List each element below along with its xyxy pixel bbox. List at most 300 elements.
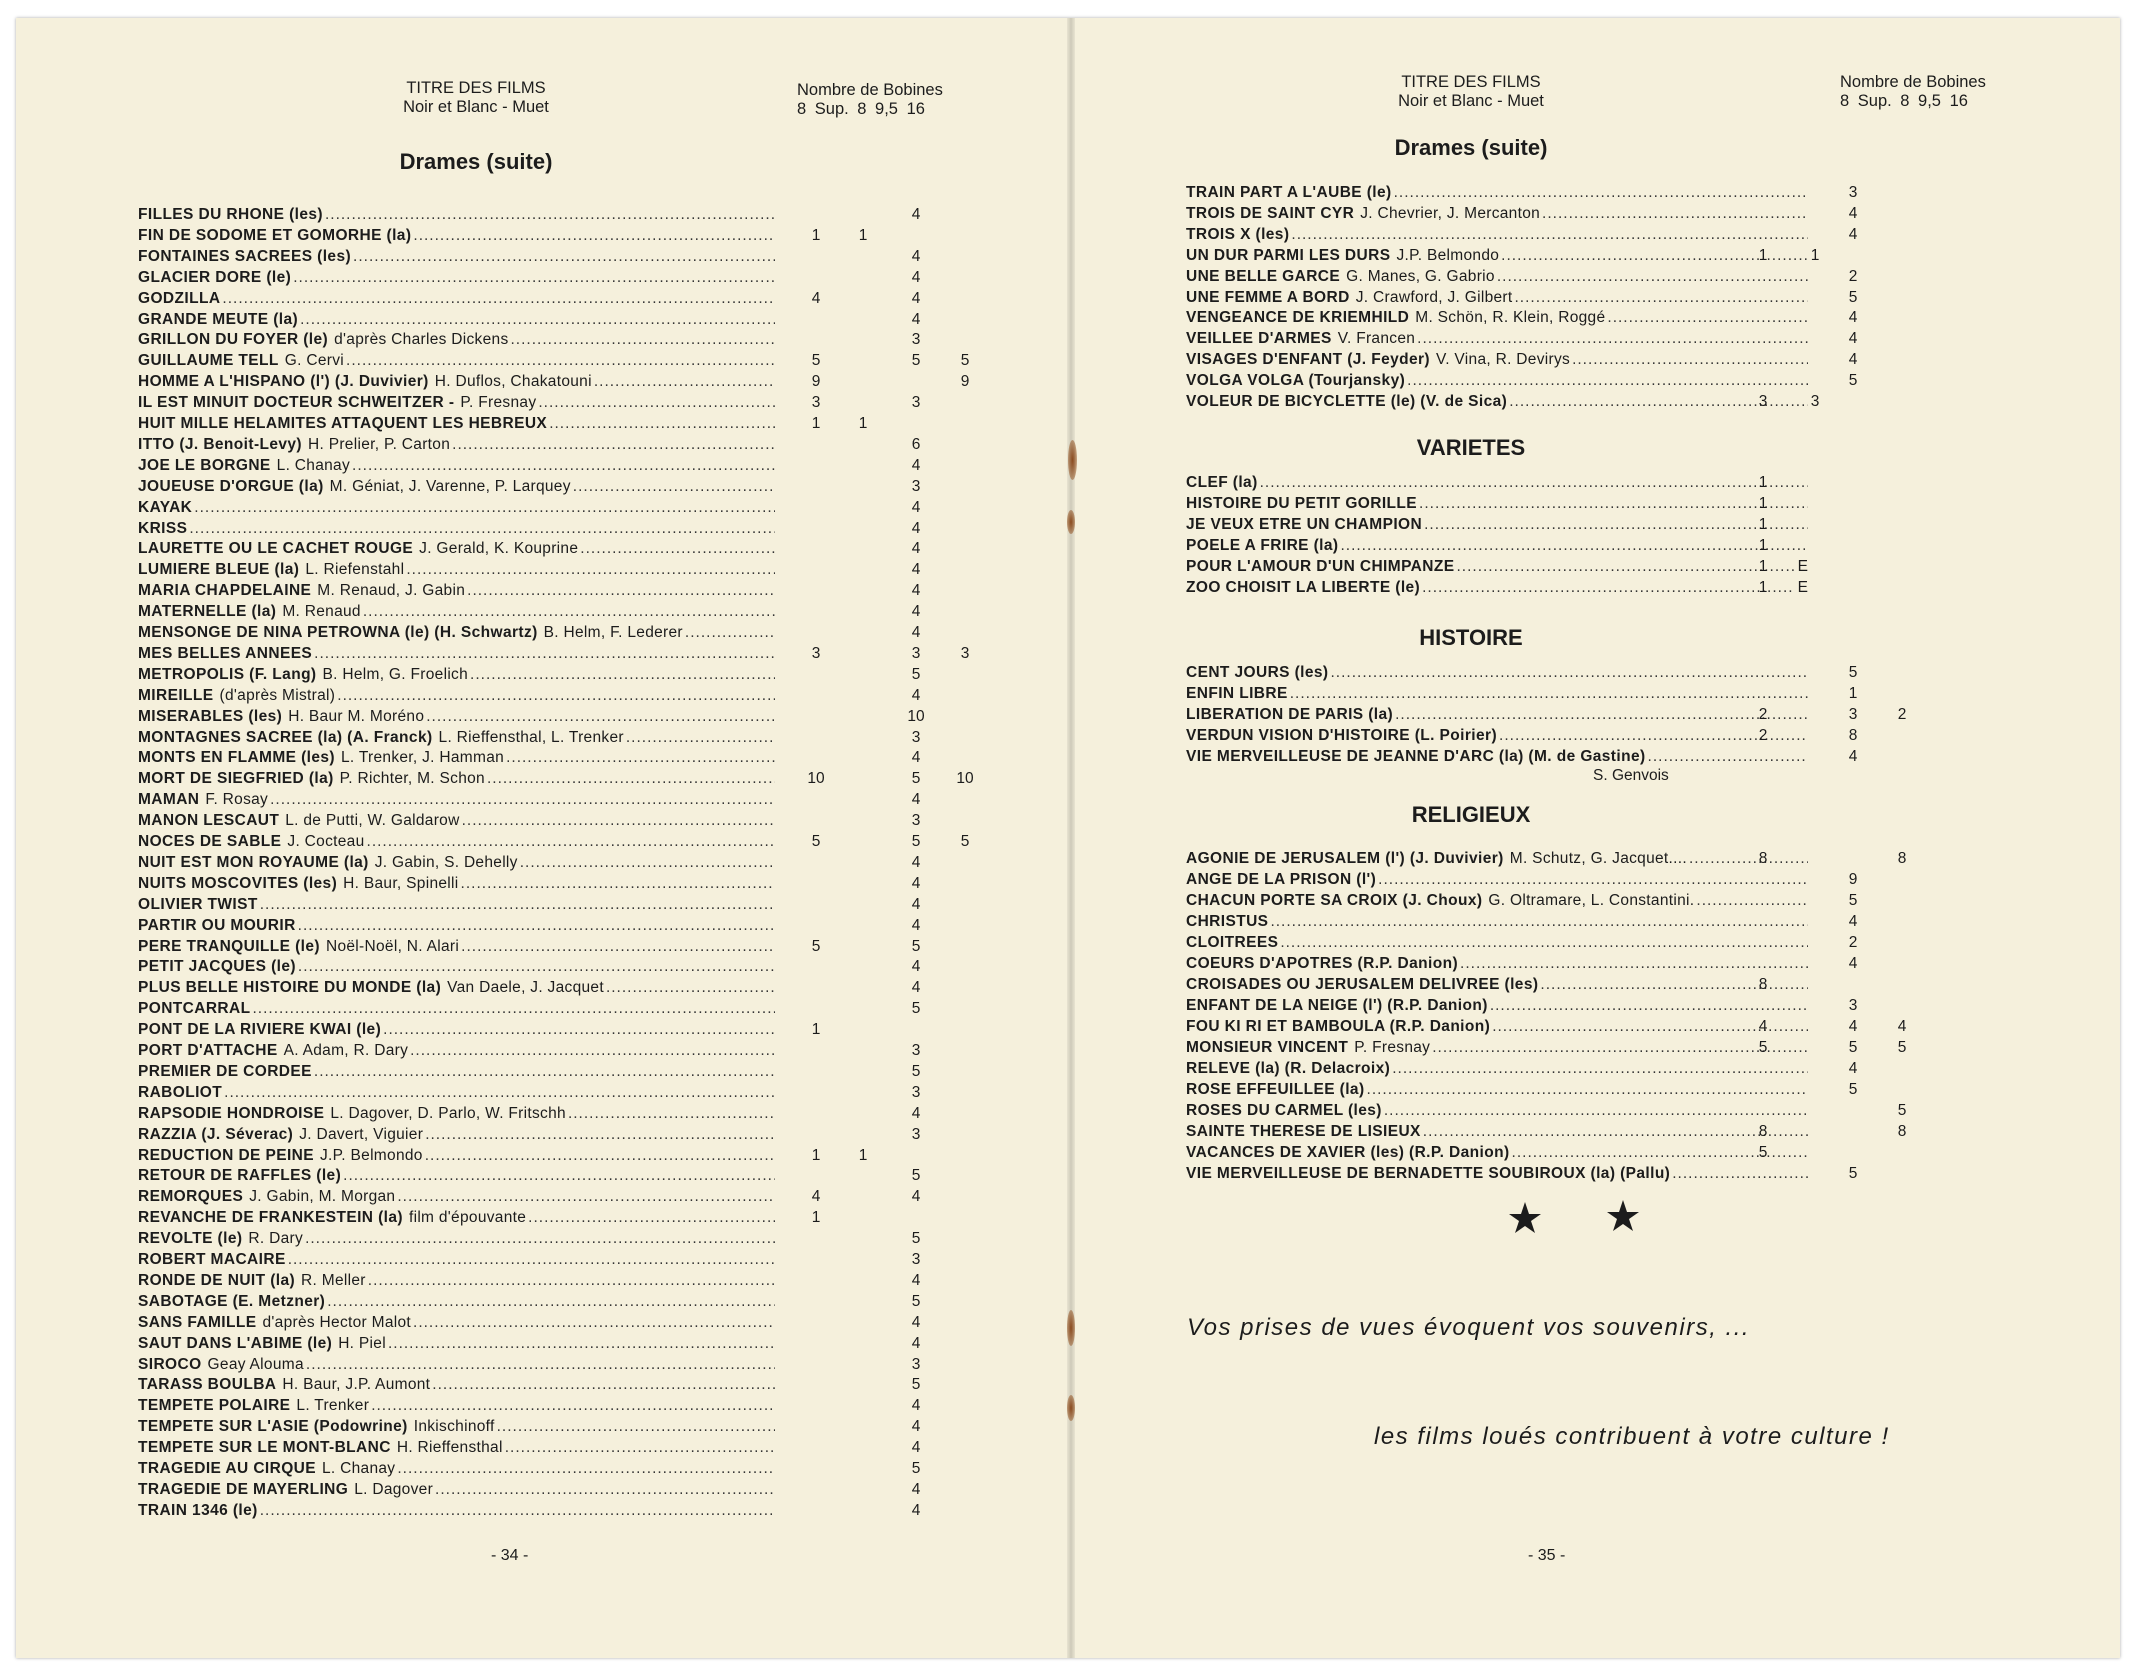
film-entry bbox=[138, 790, 983, 810]
film-credits: (d'après Mistral) bbox=[219, 686, 336, 704]
film-title: MARIA CHAPDELAINE bbox=[138, 582, 312, 600]
leader-dots bbox=[452, 435, 775, 455]
film-title: KAYAK bbox=[138, 498, 193, 516]
film-credits: d'après Hector Malot bbox=[262, 1313, 412, 1331]
film-title: JOUEUSE D'ORGUE (la) bbox=[138, 477, 324, 495]
film-credits: J.P. Belmondo bbox=[320, 1146, 423, 1164]
leader-dots bbox=[1340, 536, 1808, 556]
film-credits: V. Francen bbox=[1337, 330, 1416, 348]
reel-count: 5 bbox=[1848, 288, 1858, 306]
reel-count: 4 bbox=[1758, 1018, 1768, 1035]
film-entry bbox=[1186, 747, 1920, 767]
film-credits: J. Chevrier, J. Mercanton bbox=[1360, 204, 1541, 222]
left-section-title: Drames (suite) bbox=[399, 149, 553, 174]
reel-count: 3 bbox=[911, 1125, 921, 1143]
leader-dots bbox=[467, 581, 775, 601]
left-header-title: TITRE DES FILMS Noir et Blanc - Muet bbox=[403, 79, 549, 116]
reel-count: 2 bbox=[1848, 267, 1858, 285]
film-credits: P. Fresnay bbox=[1354, 1039, 1431, 1056]
leader-dots bbox=[1514, 288, 1808, 308]
film-entry bbox=[1186, 288, 1920, 308]
reel-count: 8 bbox=[1897, 850, 1907, 867]
film-credits: H. Baur, Spinelli bbox=[343, 874, 459, 892]
film-flag: E bbox=[1797, 579, 1808, 596]
reel-count: 4 bbox=[911, 289, 921, 307]
film-entry bbox=[138, 393, 983, 413]
leader-dots bbox=[383, 1020, 775, 1040]
leader-dots bbox=[1394, 183, 1808, 203]
leader-dots bbox=[425, 1125, 775, 1145]
right-film-list bbox=[1071, 18, 2120, 1658]
film-entry bbox=[138, 895, 983, 915]
leader-dots bbox=[397, 1187, 775, 1207]
leader-dots bbox=[462, 811, 775, 831]
film-entry bbox=[138, 1250, 983, 1270]
leader-dots bbox=[432, 1375, 775, 1395]
reel-count: 5 bbox=[1848, 1039, 1858, 1056]
film-title: NOCES DE SABLE bbox=[138, 833, 282, 850]
slogan-line-2: les films loués contribuent à votre culture ! bbox=[1374, 1423, 1890, 1450]
film-title: COEURS D'APOTRES (R.P. Danion) bbox=[1186, 955, 1459, 972]
film-entry bbox=[138, 330, 983, 350]
reel-count: 5 bbox=[1897, 1039, 1907, 1056]
slogan-line-1: Vos prises de vues évoquent vos souvenirs, ... bbox=[1187, 1314, 1751, 1341]
leader-dots bbox=[314, 644, 775, 664]
film-title: FOU KI RI ET BAMBOULA (R.P. Danion) bbox=[1186, 1018, 1491, 1035]
film-entry bbox=[1186, 183, 1920, 203]
reel-count: 2 bbox=[1848, 934, 1858, 951]
film-entry bbox=[138, 874, 983, 894]
film-title: NUIT EST MON ROYAUME (la) bbox=[138, 853, 369, 871]
reel-count: 5 bbox=[911, 1000, 921, 1018]
film-title: VACANCES DE XAVIER (les) (R.P. Danion) bbox=[1186, 1144, 1510, 1161]
leader-dots bbox=[293, 268, 775, 288]
reel-count: 4 bbox=[911, 603, 921, 621]
leader-dots bbox=[253, 999, 776, 1019]
page-35 bbox=[1071, 18, 2120, 1658]
reel-count: 5 bbox=[1848, 372, 1858, 390]
film-credits: Geay Alouma bbox=[207, 1355, 304, 1373]
film-credits: P. Richter, M. Schon bbox=[339, 770, 485, 788]
film-credits: A. Adam, R. Dary bbox=[283, 1042, 409, 1059]
reel-count: 4 bbox=[811, 289, 821, 307]
leader-dots bbox=[300, 310, 775, 330]
leader-dots bbox=[511, 330, 776, 350]
film-entry bbox=[138, 707, 983, 727]
leader-dots bbox=[1392, 1059, 1808, 1079]
film-credits: F. Rosay bbox=[205, 791, 269, 809]
film-title: UNE FEMME A BORD bbox=[1186, 288, 1350, 306]
film-title: REVANCHE DE FRANKESTEIN (la) bbox=[138, 1209, 403, 1227]
reel-count: 2 bbox=[1897, 706, 1907, 723]
film-title: RAZZIA (J. Séverac) bbox=[138, 1125, 294, 1143]
film-entry bbox=[1186, 849, 1920, 869]
reel-count: 4 bbox=[911, 561, 921, 579]
film-entry bbox=[138, 1313, 983, 1333]
reel-count: 1 bbox=[811, 226, 821, 244]
film-entry bbox=[138, 916, 983, 936]
film-credits: J. Cocteau bbox=[287, 833, 365, 850]
leader-dots bbox=[305, 1229, 775, 1249]
film-title: MATERNELLE (la) bbox=[138, 603, 277, 621]
film-title: JE VEUX ETRE UN CHAMPION bbox=[1186, 516, 1423, 533]
film-title: SIROCO bbox=[138, 1355, 202, 1373]
film-title: PORT D'ATTACHE bbox=[138, 1042, 278, 1059]
film-title: TRAGEDIE AU CIRQUE bbox=[138, 1460, 316, 1477]
film-credits: d'après Charles Dickens bbox=[334, 331, 509, 349]
film-title: GODZILLA bbox=[138, 289, 221, 307]
film-entry bbox=[138, 372, 983, 392]
film-credits: L. Chanay bbox=[276, 456, 351, 474]
leader-dots bbox=[314, 1062, 775, 1082]
film-title: VIE MERVEILLEUSE DE BERNADETTE SOUBIROUX (la) (Pallu) bbox=[1186, 1165, 1671, 1182]
film-entry bbox=[138, 477, 983, 497]
film-title: MISERABLES (les) bbox=[138, 707, 283, 725]
film-credits: L. Rieffensthal, L. Trenker bbox=[438, 728, 624, 746]
film-entry bbox=[138, 1166, 983, 1186]
film-credits: Van Daele, J. Jacquet bbox=[447, 979, 604, 997]
reel-count: 5 bbox=[911, 833, 921, 850]
film-credits: J. Crawford, J. Gilbert bbox=[1355, 288, 1513, 306]
leader-dots bbox=[425, 1146, 775, 1166]
reel-count: 1 bbox=[811, 1146, 821, 1164]
film-title: SAUT DANS L'ABIME (le) bbox=[138, 1334, 333, 1352]
film-title: TRAGEDIE DE MAYERLING bbox=[138, 1480, 349, 1498]
reel-count: 4 bbox=[1848, 330, 1858, 348]
leader-dots bbox=[1542, 204, 1808, 224]
leader-dots bbox=[1417, 329, 1808, 349]
reel-count: 4 bbox=[911, 686, 921, 704]
film-entry bbox=[138, 937, 983, 957]
leader-dots bbox=[410, 1041, 775, 1061]
reel-count: 4 bbox=[911, 1271, 921, 1289]
film-title: PERE TRANQUILLE (le) bbox=[138, 937, 320, 955]
film-title: GUILLAUME TELL bbox=[138, 352, 279, 370]
film-title: RAPSODIE HONDROISE bbox=[138, 1104, 325, 1122]
film-entry bbox=[138, 560, 983, 580]
film-entry bbox=[138, 310, 983, 330]
film-title: CLOITREES bbox=[1186, 934, 1279, 951]
film-title: ANGE DE LA PRISON (l') bbox=[1186, 871, 1377, 888]
film-entry bbox=[138, 665, 983, 685]
leader-dots bbox=[194, 498, 775, 518]
film-entry bbox=[138, 1146, 983, 1166]
film-credits: P. Fresnay bbox=[460, 394, 537, 412]
film-title: CENT JOURS (les) bbox=[1186, 664, 1329, 681]
film-entry bbox=[138, 268, 983, 288]
reel-count: 1 bbox=[858, 1146, 868, 1164]
reel-count: 8 bbox=[1758, 976, 1768, 993]
film-entry bbox=[138, 602, 983, 622]
film-title: VIE MERVEILLEUSE DE JEANNE D'ARC (la) (M. de Gastine) bbox=[1186, 748, 1646, 765]
film-entry bbox=[1186, 204, 1920, 224]
film-entry bbox=[1186, 515, 1920, 535]
reel-count: 5 bbox=[911, 1460, 921, 1477]
page-34 bbox=[16, 18, 1071, 1658]
film-title: ENFANT DE LA NEIGE (l') (R.P. Danion) bbox=[1186, 997, 1488, 1014]
film-credits: H. Duflos, Chakatouni bbox=[434, 373, 592, 391]
film-entry bbox=[138, 978, 983, 998]
film-entry bbox=[1186, 536, 1920, 556]
right-section-religieux: RELIGIEUX bbox=[1411, 802, 1531, 827]
reel-count: 3 bbox=[911, 331, 921, 349]
film-entry bbox=[1186, 975, 1920, 995]
reel-count: 1 bbox=[811, 1209, 821, 1227]
film-entry bbox=[138, 351, 983, 371]
leader-dots bbox=[1696, 891, 1808, 911]
film-title: TARASS BOULBA bbox=[138, 1376, 277, 1394]
film-credits: Noël-Noël, N. Alari bbox=[325, 937, 460, 955]
leader-dots bbox=[1384, 1101, 1808, 1121]
right-header-bobines: Nombre de Bobines 8 Sup. 8 9,5 16 bbox=[1840, 73, 1986, 110]
film-entry bbox=[138, 289, 983, 309]
film-entry bbox=[138, 957, 983, 977]
film-entry bbox=[1186, 225, 1920, 245]
film-title: VOLEUR DE BICYCLETTE (le) (V. de Sica) bbox=[1186, 393, 1508, 410]
film-entry bbox=[1186, 663, 1920, 683]
film-entry bbox=[138, 1459, 983, 1479]
film-entry bbox=[1186, 267, 1920, 287]
leader-dots bbox=[1395, 705, 1808, 725]
reel-count: 6 bbox=[911, 435, 921, 453]
reel-count: 4 bbox=[1848, 225, 1858, 243]
reel-count: 4 bbox=[911, 791, 921, 809]
reel-count: 10 bbox=[907, 707, 925, 725]
reel-count: 9 bbox=[1848, 871, 1858, 888]
film-title: POELE A FRIRE (la) bbox=[1186, 537, 1339, 554]
reel-count: 4 bbox=[911, 1439, 921, 1457]
reel-count: 8 bbox=[1758, 850, 1768, 867]
film-entry bbox=[1186, 350, 1920, 370]
film-title: TEMPETE SUR LE MONT-BLANC bbox=[138, 1439, 391, 1457]
film-entry bbox=[138, 769, 983, 789]
leader-dots bbox=[325, 205, 775, 225]
film-credits: M. Renaud bbox=[282, 603, 361, 621]
reel-count: 5 bbox=[1848, 664, 1858, 681]
leader-dots bbox=[327, 1292, 775, 1312]
film-credits: J. Gabin, M. Morgan bbox=[249, 1188, 396, 1206]
leader-dots bbox=[426, 707, 775, 727]
reel-count: 1 bbox=[811, 1021, 821, 1039]
film-entry bbox=[1186, 1059, 1920, 1079]
film-title: MORT DE SIEGFRIED (la) bbox=[138, 770, 334, 788]
film-entry bbox=[138, 1438, 983, 1458]
leader-dots bbox=[224, 1083, 775, 1103]
film-entry bbox=[138, 811, 983, 831]
film-title: AGONIE DE JERUSALEM (l') (J. Duvivier) bbox=[1186, 850, 1504, 867]
film-credits: L. Riefenstahl bbox=[305, 561, 405, 579]
film-title: UNE BELLE GARCE bbox=[1186, 267, 1341, 285]
leader-dots bbox=[1280, 933, 1808, 953]
film-credits: M. Géniat, J. Varenne, P. Larquey bbox=[329, 477, 571, 495]
film-entry bbox=[138, 581, 983, 601]
film-title: HISTOIRE DU PETIT GORILLE bbox=[1186, 495, 1418, 512]
film-entry bbox=[138, 414, 983, 434]
film-title: FIN DE SODOME ET GOMORHE (la) bbox=[138, 226, 412, 244]
film-credits: J. Davert, Viguier bbox=[299, 1125, 424, 1143]
reel-count: 3 bbox=[911, 477, 921, 495]
reel-count: 4 bbox=[1848, 351, 1858, 369]
film-title: UN DUR PARMI LES DURS bbox=[1186, 246, 1391, 264]
film-title: REMORQUES bbox=[138, 1188, 244, 1206]
reel-count: 4 bbox=[1848, 1060, 1858, 1077]
film-title: SAINTE THERESE DE LISIEUX bbox=[1186, 1123, 1421, 1140]
film-title: JOE LE BORGNE bbox=[138, 456, 271, 474]
reel-count: 4 bbox=[911, 310, 921, 328]
film-entry bbox=[138, 539, 983, 559]
film-title: ENFIN LIBRE bbox=[1186, 685, 1288, 702]
reel-count: 5 bbox=[960, 833, 970, 850]
reel-count: 4 bbox=[911, 1313, 921, 1331]
film-entry bbox=[1186, 308, 1920, 328]
reel-count: 3 bbox=[811, 394, 821, 412]
film-entry bbox=[138, 1062, 983, 1082]
reel-count: 5 bbox=[811, 352, 821, 370]
leader-dots bbox=[346, 351, 775, 371]
reel-count: 5 bbox=[811, 833, 821, 850]
film-title: CHRISTUS bbox=[1186, 913, 1269, 930]
leader-dots bbox=[343, 1166, 775, 1186]
film-entry bbox=[138, 1417, 983, 1437]
film-credits: M. Schutz, G. Jacquet.... bbox=[1509, 850, 1687, 867]
film-credits: J.P. Belmondo bbox=[1396, 246, 1500, 264]
reel-count: 4 bbox=[911, 624, 921, 641]
film-entry bbox=[138, 1396, 983, 1416]
leader-dots bbox=[626, 728, 775, 748]
reel-count: 4 bbox=[911, 1188, 921, 1206]
film-title: ROBERT MACAIRE bbox=[138, 1251, 286, 1268]
leader-dots bbox=[549, 414, 775, 434]
leader-dots bbox=[487, 769, 775, 789]
film-entry bbox=[138, 226, 983, 246]
leader-dots bbox=[413, 226, 775, 246]
page-number-left: - 34 - bbox=[491, 1547, 529, 1564]
reel-count: 3 bbox=[811, 644, 821, 662]
film-title: VERDUN VISION D'HISTOIRE (L. Poirier) bbox=[1186, 727, 1498, 744]
film-title: TROIS DE SAINT CYR bbox=[1186, 204, 1355, 222]
reel-count: 5 bbox=[911, 1230, 921, 1248]
leader-dots bbox=[1330, 663, 1808, 683]
reel-count: 3 bbox=[1848, 706, 1858, 723]
film-entry bbox=[138, 1208, 983, 1228]
reel-count: 5 bbox=[911, 665, 921, 683]
film-entry bbox=[1186, 1017, 1920, 1037]
leader-dots bbox=[406, 560, 775, 580]
reel-count: 5 bbox=[911, 770, 921, 788]
film-credits: H. Baur M. Moréno bbox=[288, 707, 425, 725]
reel-count: 4 bbox=[911, 1418, 921, 1436]
leader-dots bbox=[520, 853, 775, 873]
film-title: MONTS EN FLAMME (les) bbox=[138, 749, 335, 767]
reel-count: 5 bbox=[1848, 1165, 1858, 1182]
leader-dots bbox=[388, 1334, 775, 1354]
reel-count: 1 bbox=[1810, 246, 1820, 264]
film-title: MAMAN bbox=[138, 791, 200, 809]
leader-dots bbox=[1422, 578, 1795, 598]
leader-dots bbox=[353, 247, 775, 267]
reel-count: 3 bbox=[911, 1355, 921, 1373]
film-entry bbox=[1186, 1101, 1920, 1121]
reel-count: 4 bbox=[811, 1188, 821, 1206]
film-title: PREMIER DE CORDEE bbox=[138, 1062, 312, 1080]
reel-count: 4 bbox=[911, 1397, 921, 1415]
reel-count: 2 bbox=[1758, 727, 1768, 744]
film-entry bbox=[1186, 246, 1920, 266]
reel-count: 4 bbox=[911, 979, 921, 997]
leader-dots bbox=[1378, 870, 1808, 890]
left-header-bobines: Nombre de Bobines 8 Sup. 8 9,5 16 bbox=[797, 81, 943, 118]
reel-count: 3 bbox=[1848, 997, 1858, 1014]
reel-count: 3 bbox=[911, 1251, 921, 1268]
right-section-varietes: VARIETES bbox=[1416, 435, 1526, 460]
film-entry bbox=[138, 1480, 983, 1500]
film-title: NUITS MOSCOVITES (les) bbox=[138, 874, 338, 892]
film-title: KRISS bbox=[138, 519, 188, 537]
film-title: LAURETTE OU LE CACHET ROUGE bbox=[138, 540, 414, 558]
film-title: CHACUN PORTE SA CROIX (J. Choux) bbox=[1186, 892, 1483, 909]
film-credits: L. Trenker, J. Hamman bbox=[340, 749, 505, 767]
leader-dots bbox=[685, 623, 775, 643]
reel-count: 1 bbox=[811, 415, 821, 432]
leader-dots bbox=[298, 957, 775, 977]
film-entry bbox=[1186, 392, 1920, 412]
leader-dots bbox=[461, 937, 775, 957]
reel-count: 4 bbox=[911, 853, 921, 871]
reel-count: 5 bbox=[911, 1167, 921, 1185]
reel-count: 4 bbox=[1848, 204, 1858, 222]
film-entry bbox=[1186, 891, 1920, 911]
reel-count: 1 bbox=[1758, 558, 1768, 575]
film-entry bbox=[138, 435, 983, 455]
reel-count: 5 bbox=[911, 1376, 921, 1394]
reel-count: 1 bbox=[1758, 537, 1768, 554]
film-title: TRAIN PART A L'AUBE (le) bbox=[1186, 184, 1392, 201]
film-title: RABOLIOT bbox=[138, 1083, 223, 1101]
reel-count: 1 bbox=[1758, 474, 1768, 491]
film-entry bbox=[138, 498, 983, 518]
leader-dots bbox=[1291, 225, 1808, 245]
film-title: RETOUR DE RAFFLES (le) bbox=[138, 1167, 342, 1185]
film-title: PETIT JACQUES (le) bbox=[138, 958, 296, 976]
right-header-title: TITRE DES FILMS Noir et Blanc - Muet bbox=[1398, 73, 1544, 110]
film-title: LUMIERE BLEUE (la) bbox=[138, 561, 300, 579]
leader-dots bbox=[367, 832, 775, 852]
film-flag: E bbox=[1797, 558, 1808, 575]
film-credits: M. Renaud, J. Gabin bbox=[317, 582, 466, 600]
film-title: FILLES DU RHONE (les) bbox=[138, 206, 323, 223]
leader-dots bbox=[435, 1480, 775, 1500]
reel-count: 4 bbox=[911, 916, 921, 934]
film-credits: L. Chanay bbox=[322, 1460, 396, 1477]
film-entry bbox=[138, 853, 983, 873]
film-entry bbox=[138, 1501, 983, 1521]
film-entry bbox=[1186, 933, 1920, 953]
leader-dots bbox=[528, 1208, 775, 1228]
film-credits: R. Dary bbox=[248, 1230, 304, 1248]
reel-count: 3 bbox=[911, 812, 921, 830]
film-entry bbox=[1186, 329, 1920, 349]
leader-dots bbox=[298, 916, 775, 936]
film-title: PONTCARRAL bbox=[138, 1000, 251, 1018]
film-entry bbox=[138, 1355, 983, 1375]
reel-count: 4 bbox=[1848, 1018, 1858, 1035]
leader-dots bbox=[306, 1355, 775, 1375]
film-title: LIBERATION DE PARIS (la) bbox=[1186, 706, 1394, 723]
reel-count: 5 bbox=[1758, 1144, 1768, 1161]
reel-count: 4 bbox=[911, 874, 921, 892]
reel-count: 4 bbox=[1848, 913, 1858, 930]
film-entry bbox=[138, 748, 983, 768]
